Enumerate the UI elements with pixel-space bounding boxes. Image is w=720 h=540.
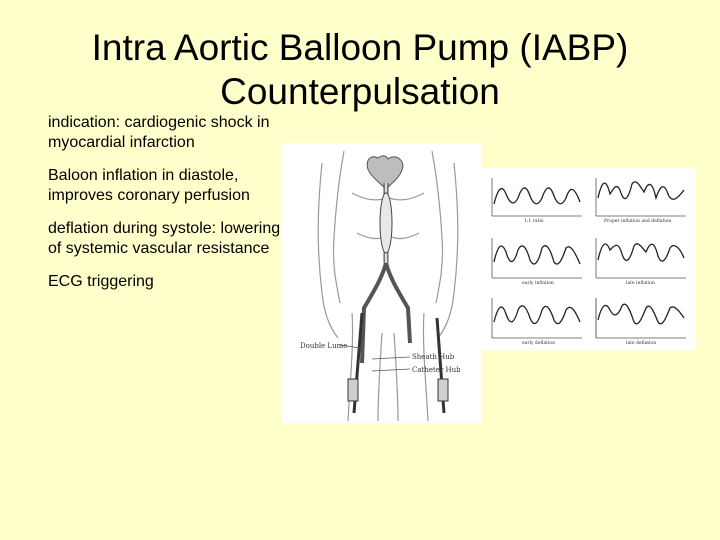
bullet-inflation: Baloon inflation in diastole, improves coronary perfusion	[48, 167, 250, 204]
pressure-traces	[494, 182, 684, 324]
torso-drawing	[282, 143, 482, 423]
label-double-lumen: Double Lume	[300, 342, 348, 350]
caption-early-deflation: early deflation	[522, 341, 555, 346]
caption-late-deflation: late deflation	[626, 341, 657, 346]
caption-proper-inflation-deflation: Proper inflation and deflation	[604, 219, 672, 224]
caption-ratio: 1:1 ratio	[524, 219, 544, 224]
waveform-panels	[480, 168, 696, 350]
bullet-deflation: deflation during systole: lowering of systemic vascular resistance	[48, 220, 281, 257]
panel-axes	[492, 178, 686, 338]
label-catheter-hub: Catheter Hub	[412, 366, 461, 374]
label-sheath-hub: Sheath Hub	[412, 353, 455, 361]
anatomy-illustration	[282, 143, 482, 423]
caption-early-inflation: early inflation	[522, 281, 554, 286]
caption-late-inflation: late inflation	[626, 281, 655, 286]
waveform-figure	[480, 168, 696, 350]
bullet-ecg-triggering: ECG triggering	[48, 273, 154, 290]
slide-title: Intra Aortic Balloon Pump (IABP) Counterpulsation	[91, 27, 629, 112]
bullet-indication: indication: cardiogenic shock in myocardial infarction	[48, 114, 270, 151]
bullet-list	[48, 113, 288, 305]
